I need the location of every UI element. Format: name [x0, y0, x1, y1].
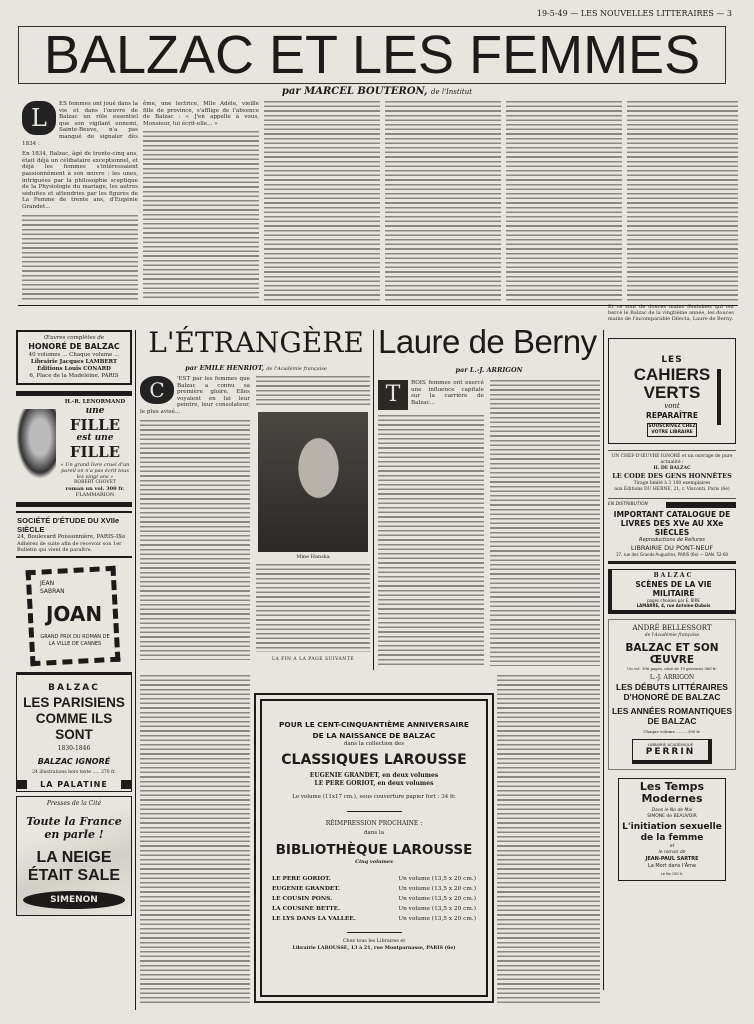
main-article-body [22, 101, 738, 301]
ads-left-column [16, 330, 132, 916]
byline-author: par EMILE HENRIOT, [185, 364, 265, 372]
book-row [272, 894, 476, 904]
ad-title: Les Temps Modernes [639, 780, 705, 805]
ad-title: FILLE [69, 416, 121, 434]
ad-title: BIBLIOTHÈQUE LAROUSSE [275, 842, 473, 858]
ad-author: L.-J. ARRIGON [649, 674, 695, 681]
ad-larousse [254, 693, 494, 1003]
lead-paragraph: ES femmes ont joué dans la vie et dans l'œuvre de Balzac un rôle essentiel que son vigilant ennemi, Sainte-Beuve, n'a pas manqué de signaler dès 1834 : [22, 101, 138, 147]
ad-text: Tirage limité à 3 100 exemplaires [633, 481, 711, 486]
ad-author: JEAN SABRAN [40, 580, 65, 595]
book-row [272, 904, 476, 914]
headline: BALZAC ET LES FEMMES [43, 25, 701, 85]
ad-text: et [669, 844, 675, 849]
ad-vie-militaire [608, 569, 736, 614]
ad-text: SOUSCRIVEZ CHEZ VOTRE LIBRAIRE [648, 424, 696, 435]
ad-text: RÉIMPRESSION PROCHAINE : [325, 820, 423, 827]
ad-publisher: Presses de la Cité [46, 800, 102, 807]
book-format: Un volume (13,5 x 20 cm.) [398, 886, 476, 892]
drop-cap-ornament: L [22, 101, 56, 135]
portrait-illustration [16, 409, 56, 479]
ad-title: VERTS [643, 383, 701, 402]
ad-title: JOAN [45, 602, 103, 626]
book-format: Un volume (13,5 x 20 cm.) [398, 876, 476, 882]
lead-paragraph: ROIS femmes ont exercé une influence capitale sur la carrière de Balzac... [411, 380, 484, 406]
berny-ending: Et ce sont de douces mains féminines qui ont bercé le Balzac de la vingtième année, les douces mains de l'incomparable Dilecta, Laure de Berny. [608, 304, 734, 322]
ad-text: UN CHEF-D'ŒUVRE IGNORÉ et un ouvrage de pure actualité : [611, 454, 733, 465]
continued-note: LA FIN A LA PAGE SUIVANTE [271, 657, 355, 662]
ad-title: LES DÉBUTS LITTÉRAIRES D'HONORÉ DE BALZAC [616, 682, 728, 702]
byline-author: par MARCEL BOUTERON, [281, 86, 428, 97]
ad-text: Dans le No de Mai [651, 808, 693, 813]
ad-text: de l'Académie française [644, 633, 700, 638]
ad-title: SOCIÉTÉ D'ÉTUDE DU XVIIe SIÈCLE [17, 516, 120, 534]
ad-address: Librairie LAROUSSE, 13 à 21, rue Montparnasse, PARIS (6e) [292, 945, 456, 951]
ad-address: 17, rue des Grands-Augustins, PARIS (6e) — DAN. 52-60 [615, 552, 729, 557]
ad-author: JEAN-PAUL SARTRE [645, 856, 699, 862]
ad-title: HONORÉ DE BALZAC [28, 342, 120, 351]
ad-text: EUGENIE GRANDET, en deux volumes [309, 772, 439, 779]
portrait-mme-hanska [258, 412, 368, 552]
byline-suffix: de l'Académie française [266, 366, 327, 372]
ad-simenon [16, 796, 132, 916]
page-folio: 19-5-49 — LES NOUVELLES LITTERAIRES — 3 [536, 9, 732, 18]
ad-price: Le No 150 fr. [660, 872, 684, 876]
ad-text: ROBERT CHOVET [74, 480, 116, 485]
ad-publisher: LIBRAIRIE DU PONT-NEUF [630, 544, 714, 552]
ad-text: Chez tous les Libraires et [342, 939, 406, 944]
lead-block [140, 376, 250, 416]
ad-author: SIMENON [23, 891, 125, 909]
book-format: Un volume (13,5 x 20 cm.) [398, 906, 476, 912]
ad-text: Éditions Louis CONARD [37, 366, 111, 372]
lead-block [22, 101, 138, 147]
book-title: LE COUSIN PONS. [272, 896, 333, 902]
ad-text: BALZAC IGNORÉ [37, 757, 111, 766]
ad-publisher: LA PALATINE [17, 780, 131, 789]
ad-title: LES ANNÉES ROMANTIQUES DE BALZAC [611, 706, 733, 726]
ad-text: Adhérez de suite afin de recevoir son 1er Bulletin qui vient de paraître. [17, 541, 122, 553]
ad-title: LE CODE DES GENS HONNÊTES [612, 472, 732, 480]
ad-price: roman un vol. 300 fr. [65, 486, 125, 492]
ad-text: LES [661, 355, 683, 365]
book-format: Un volume (13,5 x 20 cm.) [398, 896, 476, 902]
book-title: EUGENIE GRANDET. [272, 886, 340, 892]
ad-title: LA NEIGE ÉTAIT SALE [27, 849, 121, 884]
ad-text: aux Éditions DU HERNE, 21, r. Visconti, Paris (6e) [614, 487, 730, 492]
ad-text: REPARAÎTRE [646, 411, 698, 420]
ad-text: GRAND PRIX DU ROMAN DE LA VILLE DE CANNES [40, 634, 110, 647]
ad-slogan: Toute la France en parle ! [26, 815, 122, 841]
drop-cap-ornament: C [140, 376, 174, 404]
ad-publisher: PERRIN [645, 747, 696, 757]
ad-lenormand [16, 396, 132, 498]
etrangere-byline [140, 364, 372, 373]
ad-text: Un vol. 396 pages, orné de 19 gravures 360 fr. [627, 666, 717, 671]
photo-caption: Mme Hanska [296, 554, 330, 560]
etrangere-title: L'ÉTRANGÈRE [148, 326, 364, 359]
ad-publisher: LAMARRE, 4, rue Antoine-Dubois [636, 603, 711, 608]
ad-text: BALZAC [653, 572, 694, 579]
lead-block [378, 380, 484, 411]
ad-text: Cinq volumes [355, 859, 393, 865]
ad-text: 6, Place de la Madeleine, PARIS [29, 373, 119, 379]
paragraph: ême, une lectrice, Mlle Adèle, vieille fille de province, s'afflige de l'absence de Balzac : « J'en appelle à vous, Monsieur, lui écrit-elle... » [143, 101, 259, 127]
lead-paragraph: 'EST par les femmes que Balzac a connu sa première gloire. Elles voyaient en lui leur peintre, leur consolateur, le plus avisé... [140, 376, 250, 415]
ad-text: le roman de [658, 850, 686, 855]
ad-text: BALZAC [48, 683, 100, 693]
ad-balzac-oeuvres [16, 330, 132, 385]
drop-cap-ornament: T [378, 380, 408, 410]
ads-right-column [608, 338, 736, 881]
ad-text: 40 volumes ... Chaque volume ... [28, 352, 120, 358]
ad-title: SCÈNES DE LA VIE MILITAIRE [635, 580, 712, 598]
ad-code-gens-honnetes [608, 450, 736, 493]
ad-price: Le volume (11x17 cm.), sous couverture papier fort : 34 fr. [292, 794, 456, 800]
book-row [272, 874, 476, 884]
ad-societe [16, 511, 132, 558]
ad-joan [16, 564, 132, 668]
ad-quote: « Un grand livre cruel d'un pareil on n'a pas écrit tous les vingt ans » [60, 462, 130, 480]
ad-text: dans la [364, 830, 384, 836]
ad-parisiens [16, 675, 132, 792]
ad-title: une [85, 406, 105, 416]
ad-title: L'initiation sexuelle de la femme [622, 822, 722, 843]
ad-title: FILLE [69, 443, 121, 461]
ad-title: IMPORTANT CATALOGUE DE LIVRES DES XVe AU XXe SIÈCLES [613, 510, 731, 537]
ad-text: Œuvres complètes de [43, 335, 105, 341]
ad-text: La Mort dans l'Âme [647, 863, 697, 869]
book-row [272, 914, 476, 924]
byline [150, 86, 604, 98]
ad-author: ANDRÉ BELLESSORT [632, 624, 712, 632]
ad-label: EN DISTRIBUTION [608, 502, 736, 508]
ad-author: SIMONE de BEAUVOIR [647, 814, 697, 819]
ad-price: Chaque volume ........ 390 fr. [643, 729, 701, 734]
ad-text: Librairie Jacques LAMBERT [30, 359, 118, 365]
ad-text: LE PERE GORIOT, en deux volumes [314, 780, 434, 787]
ad-title: CLASSIQUES LAROUSSE [281, 752, 467, 768]
berny-title: Laure de Berny [378, 323, 597, 360]
ad-text: 24, Boulevard Poissonnière, PARIS-IXe [17, 534, 126, 540]
ad-perrin [608, 619, 736, 770]
ad-temps-modernes [618, 778, 726, 881]
book-title: LA COUSINE BETTE. [272, 906, 341, 912]
ad-text: DE LA NAISSANCE DE BALZAC [312, 731, 436, 740]
ad-text: LIBRAIRIE ACADÉMIQUE [647, 742, 694, 747]
ad-author: H.-R. LENORMAND [64, 399, 126, 405]
book-row [272, 884, 476, 894]
ad-title: LES PARISIENS COMME ILS SONT [23, 695, 125, 742]
ad-catalogue [608, 498, 736, 559]
book-title: LE LYS DANS LA VALLEE. [272, 916, 356, 922]
ad-title: est une [76, 433, 114, 443]
ad-text: 1830-1846 [57, 745, 91, 752]
ad-price: 24 illustrations hors texte ..... 270 fr. [32, 770, 116, 775]
ad-title: CAHIERS [633, 365, 711, 384]
book-title: LE PERE GORIOT. [272, 876, 331, 882]
ad-title: BALZAC ET SON ŒUVRE [625, 642, 719, 666]
ad-publisher: FLAMMARION [75, 492, 115, 498]
book-format: Un volume (13,5 x 20 cm.) [398, 916, 476, 922]
ad-text: dans la collection des [343, 741, 405, 747]
ad-author: H. DE BALZAC [653, 466, 691, 471]
ad-text: Reproductions de Reliures [639, 537, 705, 543]
byline-suffix: de l'Institut [431, 88, 473, 96]
paragraph: En 1834, Balzac, âgé de trente-cinq ans, était déjà un célibataire exceptionnel, et déjà les femmes s'intéressaient passionnément à son œuvre : les unes, intriguées par la philosophie sceptique de la Physiologie du mariage, les autres séduites et attendries par les figures de La Femme de trente ans, d'Eugénie Grandet... [22, 151, 138, 210]
ad-cahiers-verts [608, 338, 736, 444]
ad-text: POUR LE CENT-CINQUANTIÈME ANNIVERSAIRE [279, 720, 469, 729]
ad-text: pages choisies par E. BIRE [647, 598, 700, 603]
berny-byline: par L.-J. ARRIGON [455, 366, 523, 374]
ad-text: vont [664, 402, 680, 410]
